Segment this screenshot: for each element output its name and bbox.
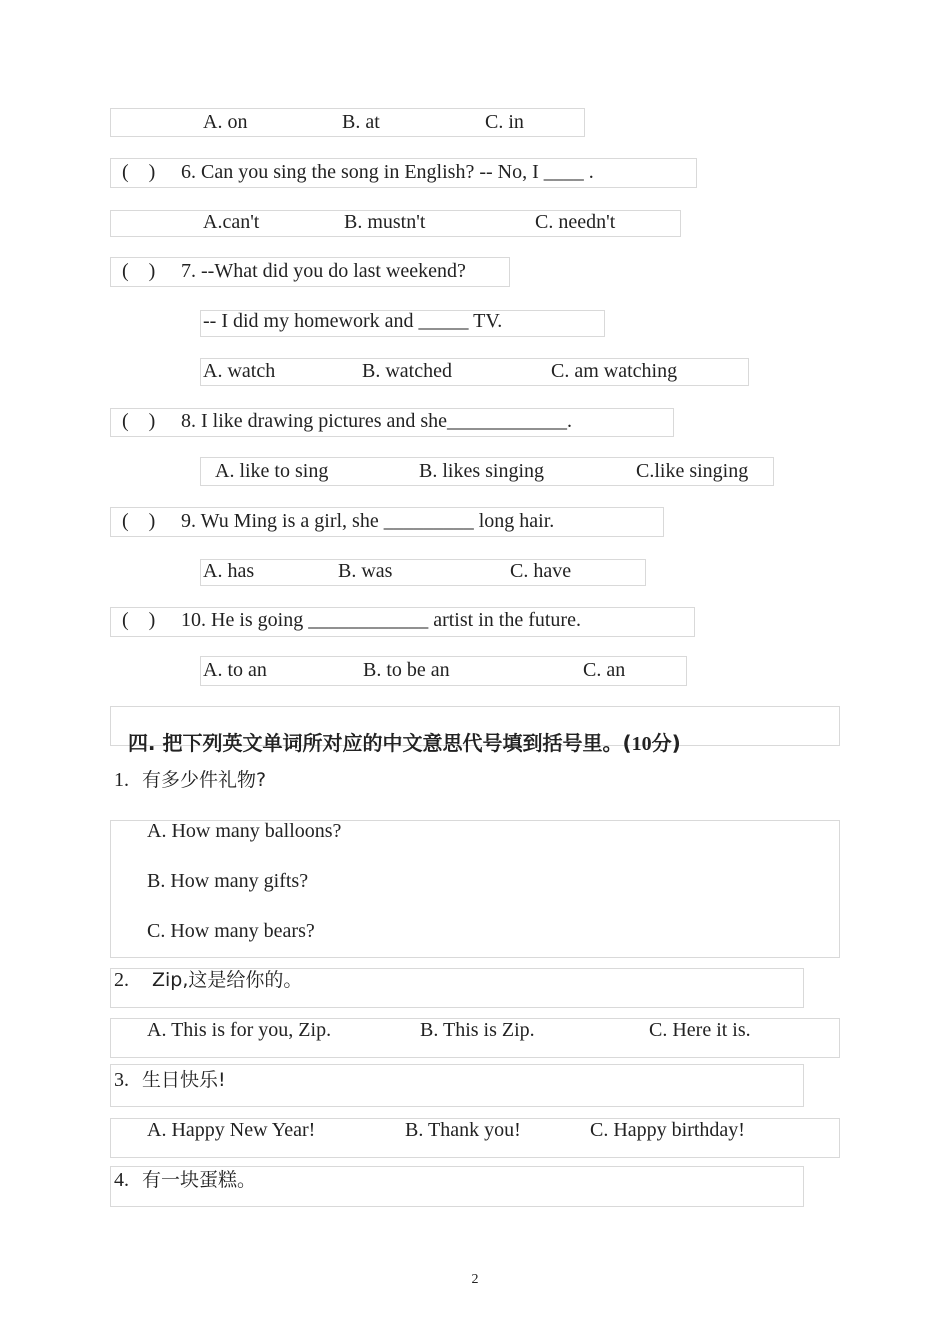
q10-option-c: C. an [583, 659, 626, 681]
q9-answer-paren[interactable]: ( ) [122, 510, 156, 532]
q7-option-b: B. watched [362, 360, 452, 382]
item-1-number: 1. [114, 769, 129, 791]
q7-stem-line2: -- I did my homework and _____ TV. [203, 310, 503, 332]
q6-option-b: B. mustn't [344, 211, 426, 233]
section-4-title-prefix: 四. 把下列英文单词所对应的中文意思代号填到括号里。( [127, 731, 632, 755]
item-1-option-a: A. How many balloons? [147, 820, 342, 842]
item-2-prompt: Zip,这是给你的。 [152, 969, 303, 991]
q6-option-c: C. needn't [535, 211, 616, 233]
item-3-prompt: 生日快乐! [142, 1069, 226, 1091]
q8-answer-paren[interactable]: ( ) [122, 410, 156, 432]
q6-option-a: A.can't [203, 211, 260, 233]
q9-option-b: B. was [338, 560, 393, 582]
item-2-option-c: C. Here it is. [649, 1019, 751, 1041]
q10-stem: 10. He is going ____________ artist in the future. [181, 609, 581, 631]
page-number: 2 [471, 1272, 479, 1287]
frame [200, 559, 646, 586]
q8-stem: 8. I like drawing pictures and she____________. [181, 410, 573, 432]
q7-stem: 7. --What did you do last weekend? [181, 260, 466, 282]
q9-option-a: A. has [203, 560, 255, 582]
q8-option-a: A. like to sing [215, 460, 329, 482]
q10-option-a: A. to an [203, 659, 267, 681]
q5-option-c: C. in [485, 111, 524, 133]
item-4-number: 4. [114, 1169, 129, 1191]
q5-option-b: B. at [342, 111, 380, 133]
q7-option-a: A. watch [203, 360, 276, 382]
q7-option-c: C. am watching [551, 360, 678, 382]
q6-stem: 6. Can you sing the song in English? -- No, I ____ . [181, 161, 594, 183]
q8-option-c: C.like singing [636, 460, 749, 482]
item-2-option-b: B. This is Zip. [420, 1019, 535, 1041]
q5-option-a: A. on [203, 111, 248, 133]
item-3-number: 3. [114, 1069, 129, 1091]
item-1-prompt: 有多少件礼物? [142, 769, 267, 791]
item-1-option-b: B. How many gifts? [147, 870, 309, 892]
item-3-option-a: A. Happy New Year! [147, 1119, 316, 1141]
q9-stem: 9. Wu Ming is a girl, she _________ long hair. [181, 510, 555, 532]
q10-option-b: B. to be an [363, 659, 450, 681]
q8-option-b: B. likes singing [419, 460, 545, 482]
section-4-title [114, 707, 681, 756]
q6-answer-paren[interactable]: ( ) [122, 161, 156, 183]
q10-answer-paren[interactable]: ( ) [122, 609, 156, 631]
item-4-prompt: 有一块蛋糕。 [142, 1169, 257, 1191]
section-4-title-suffix: 分) [651, 731, 681, 755]
item-2-number: 2. [114, 969, 129, 991]
item-3-option-c: C. Happy birthday! [590, 1119, 745, 1141]
q9-option-c: C. have [510, 560, 572, 582]
section-4-score: 10 [631, 733, 652, 755]
item-2-option-a: A. This is for you, Zip. [147, 1019, 332, 1041]
item-1-option-c: C. How many bears? [147, 920, 315, 942]
q7-answer-paren[interactable]: ( ) [122, 260, 156, 282]
item-3-option-b: B. Thank you! [405, 1119, 521, 1141]
